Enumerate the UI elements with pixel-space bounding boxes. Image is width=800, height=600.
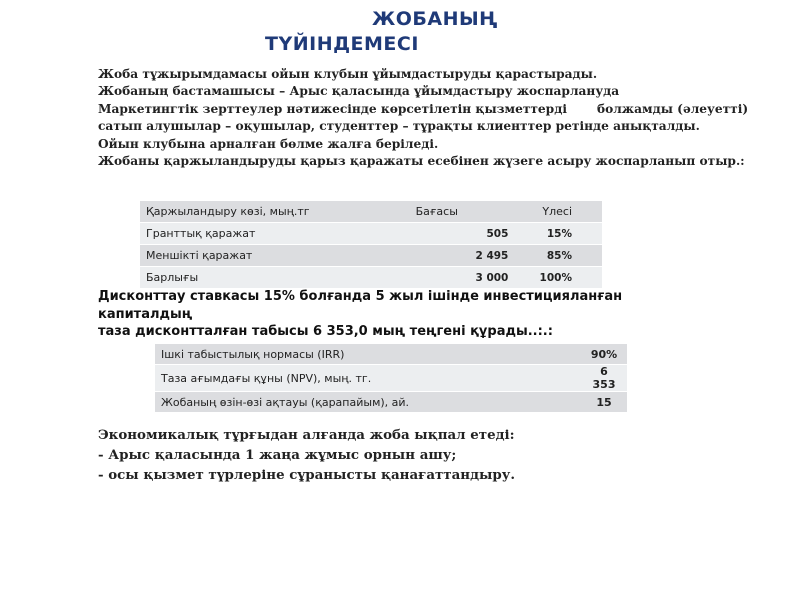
table-cell: Гранттық қаражат — [140, 223, 404, 245]
table-cell: Жобаның өзін-өзі ақтауы (қарапайым), ай. — [155, 392, 467, 413]
header-cell: Үлесі — [528, 201, 602, 223]
table-cell: 15 — [467, 392, 627, 413]
table-cell: 3 000 — [404, 267, 529, 289]
table-cell: 15% — [528, 223, 602, 245]
intro-line: Жобаны қаржыландыруды қарыз қаражаты есебінен жүзеге асыру жоспарланып отыр.: — [98, 154, 745, 169]
table-row — [155, 392, 627, 413]
header-cell: Бағасы — [404, 201, 529, 223]
table-header-row — [140, 201, 602, 223]
table-row — [140, 223, 602, 245]
discount-line: Дисконттау ставкасы 15% болғанда 5 жыл ішінде инвестицияланған — [98, 289, 623, 304]
intro-line — [98, 101, 778, 118]
intro-line: Жоба тұжырымдамасы ойын клубын ұйымдастыруды қарастырады. — [98, 67, 598, 81]
page-title-line-1: ЖОБАНЫҢ — [372, 8, 498, 30]
table-cell: 505 — [404, 223, 529, 245]
conclusion-line: - Арыс қаласында 1 жаңа жұмыс орнын ашу; — [98, 447, 457, 463]
indicators-table — [155, 344, 627, 413]
conclusion-line: - осы қызмет түрлеріне сұранысты қанағаттандыру. — [98, 467, 516, 483]
table-cell: 6 353 — [467, 365, 627, 392]
intro-line: Ойын клубына арналған бөлме жалға беріледі. — [98, 136, 439, 151]
table-row — [155, 344, 627, 365]
discount-line: таза дисконтталған табысы 6 353,0 мың теңгені құрады..:.: — [98, 324, 553, 339]
intro-line: Жобаның бастамашысы – Арыс қаласында ұйымдастыру жоспарлануда — [98, 84, 620, 99]
intro-line: сатып алушылар – оқушылар, студенттер – тұрақты клиенттер ретінде анықталды. — [98, 119, 700, 134]
table-cell: 2 495 — [404, 245, 529, 267]
conclusion-paragraph — [98, 425, 738, 485]
table-row — [155, 365, 627, 392]
table-cell: Барлығы — [140, 267, 404, 289]
page-title-line-2: ТҮЙІНДЕМЕСІ — [265, 33, 419, 55]
table-cell: Меншікті қаражат — [140, 245, 404, 267]
discount-summary — [98, 288, 738, 341]
table-row — [140, 267, 602, 289]
discount-line: капиталдың — [98, 306, 193, 322]
table-cell: 85% — [528, 245, 602, 267]
financing-table — [140, 201, 602, 289]
table-row — [140, 245, 602, 267]
intro-line-part: болжамды (әлеуетті) — [596, 101, 749, 116]
conclusion-line: Экономикалық тұрғыдан алғанда жоба ықпал етеді: — [98, 427, 515, 443]
table-cell: Таза ағымдағы құны (NPV), мың. тг. — [155, 365, 467, 392]
intro-line-part: Маркетингтік зерттеулер нәтижесінде көрсетілетін қызметтерді — [98, 101, 567, 116]
header-cell: Қаржыландыру көзі, мың.тг — [140, 201, 404, 223]
intro-paragraph — [98, 66, 778, 170]
table-cell: 100% — [528, 267, 602, 289]
table-cell: Ішкі табыстылық нормасы (IRR) — [155, 344, 467, 365]
table-cell: 90% — [467, 344, 627, 365]
